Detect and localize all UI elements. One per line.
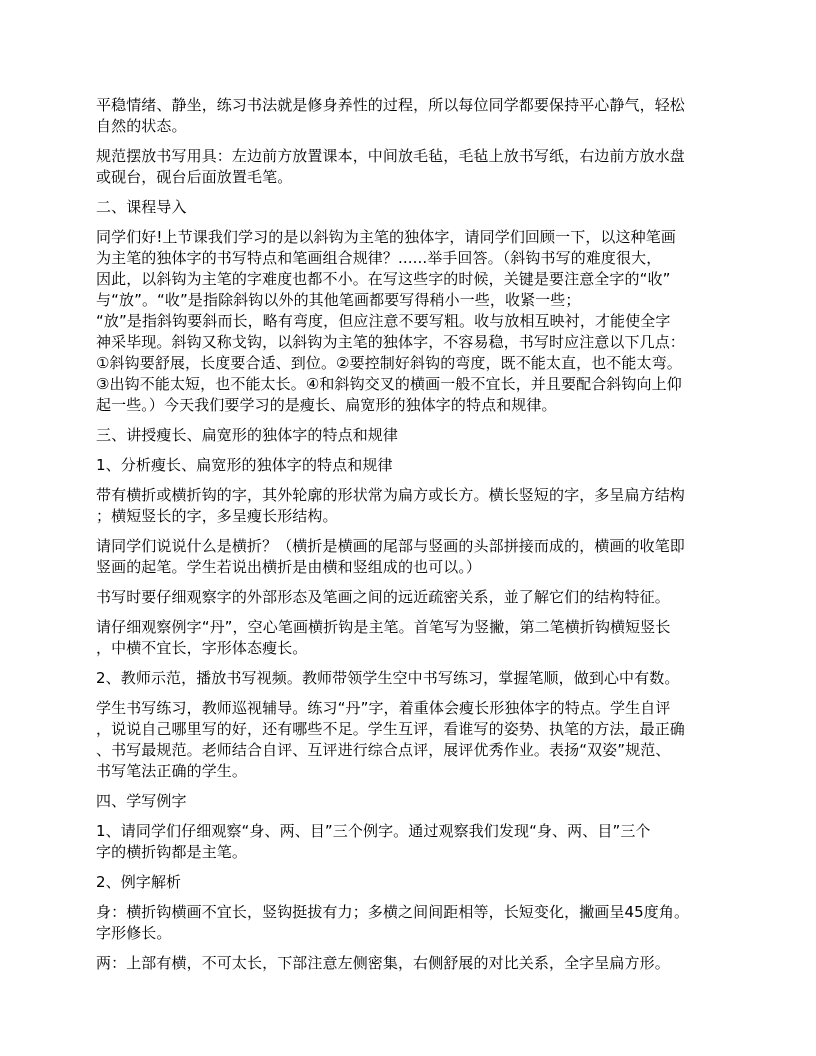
paragraph bbox=[96, 485, 720, 527]
text-line: 请仔细观察例字“丹”，空心笔画横折钩是主笔。首笔写为竖撇，第二笔横折钩横短竖长 bbox=[96, 618, 671, 636]
text-line: ①斜钩要舒展，长度要合适、到位。②要控制好斜钩的弯度，既不能太直，也不能太弯。 bbox=[96, 354, 682, 372]
text-line: 神采毕现。斜钩又称戈钩，以斜钩为主笔的独体字，不容易稳，书写时应注意以下几点： bbox=[96, 333, 685, 351]
text-line: 书写时要仔细观察字的外部形态及笔画之间的远近疏密关系，並了解它们的结构特征。 bbox=[96, 588, 670, 606]
paragraph bbox=[96, 95, 720, 137]
text-line: 二、课程导入 bbox=[96, 198, 187, 216]
text-line: 四、学写例字 bbox=[96, 792, 187, 810]
text-line: 书写笔法正确的学生。 bbox=[96, 762, 248, 780]
paragraph bbox=[96, 953, 720, 974]
paragraph bbox=[96, 197, 720, 218]
text-line: ；横短竖长的字，多呈瘦长形结构。 bbox=[96, 507, 338, 525]
paragraph bbox=[96, 227, 720, 416]
text-line: 平稳情绪、静坐，练习书法就是修身养性的过程，所以每位同学都要保持平心静气，轻松 bbox=[96, 96, 685, 114]
text-line: ③出钩不能太短，也不能太长。④和斜钩交叉的横画一般不宜长，并且要配合斜钩向上仰 bbox=[96, 375, 682, 393]
paragraph bbox=[96, 791, 720, 812]
paragraph bbox=[96, 821, 720, 863]
text-line: 2、例字解析 bbox=[96, 873, 182, 891]
text-line: 带有横折或横折钩的字，其外轮廓的形状常为扁方或长方。横长竖短的字，多呈扁方结构 bbox=[96, 486, 685, 504]
text-line: 字形修长。 bbox=[96, 924, 172, 942]
text-line: 学生书写练习，教师巡视辅导。练习“丹”字，着重体会瘦长形独体字的特点。学生自评 bbox=[96, 699, 671, 717]
text-line: 三、讲授瘦长、扁宽形的独体字的特点和规律 bbox=[96, 426, 399, 444]
text-line: 1、请同学们仔细观察“身、两、目”三个例字。通过观察我们发现“身、两、目”三个 bbox=[96, 822, 651, 840]
paragraph bbox=[96, 698, 720, 782]
text-line: ，中横不宜长，字形体态瘦长。 bbox=[96, 639, 308, 657]
text-line: 字的横折钩都是主笔。 bbox=[96, 843, 248, 861]
paragraph bbox=[96, 536, 720, 578]
paragraph bbox=[96, 455, 720, 476]
text-line: 两：上部有横，不可太长，下部注意左侧密集，右侧舒展的对比关系，全字呈扁方形。 bbox=[96, 954, 670, 972]
paragraph bbox=[96, 587, 720, 608]
text-line: 竖画的起笔。学生若说出横折是由横和竖组成的也可以。） bbox=[96, 558, 482, 576]
text-line: 或砚台，砚台后面放置毛笔。 bbox=[96, 168, 293, 186]
text-line: 、书写最规范。老师结合自评、互评进行综合点评，展评优秀作业。表扬“双姿”规范、 bbox=[96, 741, 671, 759]
text-line: 自然的状态。 bbox=[96, 117, 187, 135]
text-line: “放”是指斜钩要斜而长，略有弯度，但应注意不要写粗。收与放相互映衬，才能使全字 bbox=[96, 312, 671, 330]
text-line: 规范摆放书写用具：左边前方放置课本，中间放毛毡，毛毡上放书写纸，右边前方放水盘 bbox=[96, 147, 685, 165]
text-line: 为主笔的独体字的书写特点和笔画组合规律？......举手回答。（斜钩书写的难度很大， bbox=[96, 249, 662, 267]
text-line: 2、教师示范，播放书写视频。教师带领学生空中书写练习，掌握笔顺，做到心中有数。 bbox=[96, 669, 680, 687]
paragraph bbox=[96, 902, 720, 944]
text-line: 请同学们说说什么是横折？（横折是横画的尾部与竖画的头部拼接而成的，横画的收笔即 bbox=[96, 537, 685, 555]
paragraph bbox=[96, 146, 720, 188]
text-line: 因此，以斜钩为主笔的字难度也都不小。在写这些字的时候，关键是要注意全字的“收” bbox=[96, 270, 671, 288]
paragraph bbox=[96, 872, 720, 893]
paragraph bbox=[96, 617, 720, 659]
text-line: ，说说自己哪里写的好，还有哪些不足。学生互评，看谁写的姿势、执笔的方法，最正确 bbox=[96, 720, 685, 738]
text-line: 与“放”。“收”是指除斜钩以外的其他笔画都要写得稍小一些，收紧一些； bbox=[96, 291, 581, 309]
text-line: 1、分析瘦长、扁宽形的独体字的特点和规律 bbox=[96, 456, 393, 474]
text-line: 同学们好!上节课我们学习的是以斜钩为主笔的独体字，请同学们回顾一下，以这种笔画 bbox=[96, 228, 676, 246]
paragraph bbox=[96, 425, 720, 446]
text-line: 起一些。）今天我们要学习的是瘦长、扁宽形的独体字的特点和规律。 bbox=[96, 396, 557, 414]
text-line: 身：横折钩横画不宜长，竖钩挺拔有力；多横之间间距相等，长短变化，撇画呈45度角。 bbox=[96, 903, 690, 921]
paragraph bbox=[96, 668, 720, 689]
